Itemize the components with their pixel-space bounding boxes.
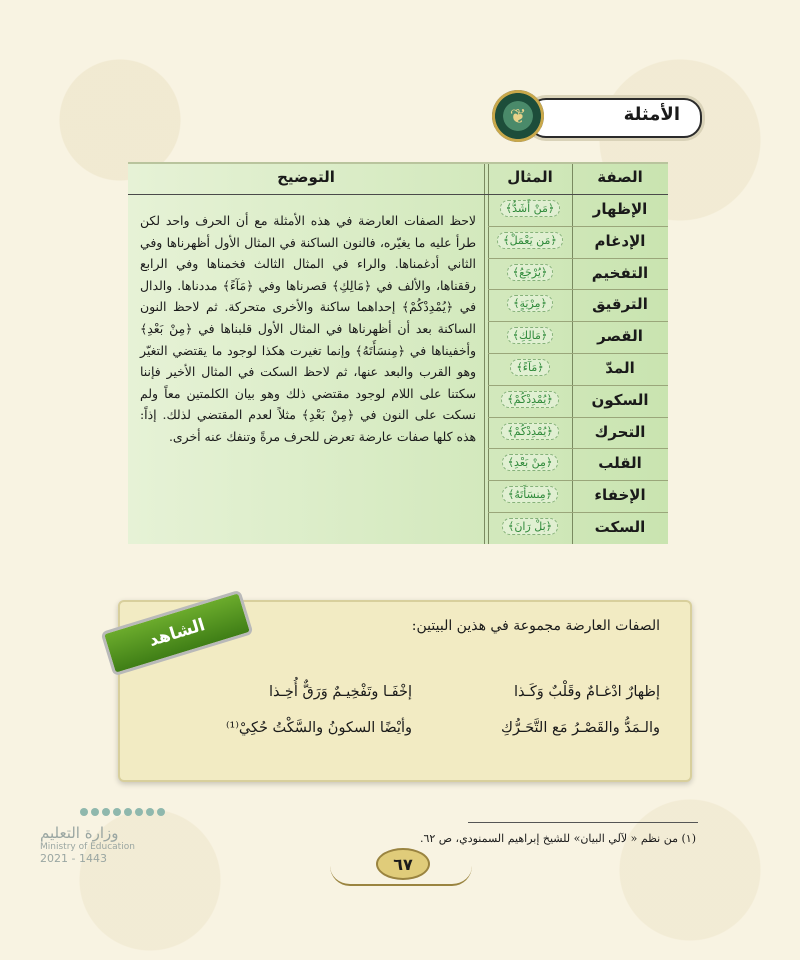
example-text: ﴿مَنْ أَشَدُّ﴾ xyxy=(500,200,561,217)
sifa-cell: الإخفاء xyxy=(594,486,646,505)
row-divider xyxy=(488,417,668,418)
ministry-logo xyxy=(40,808,150,865)
example-text: ﴿مَآءً﴾ xyxy=(510,359,549,376)
footnote: (١) من نظم « لآلي البيان» للشيخ إبراهيم السمنودي، ص ٦٢. xyxy=(419,832,696,845)
sifa-cell: السكون xyxy=(591,390,649,409)
example-cell xyxy=(488,202,572,215)
example-cell xyxy=(488,297,572,310)
example-text: ﴿يُمْدِدْكُمْ﴾ xyxy=(501,423,559,440)
row-divider xyxy=(488,353,668,354)
header-example: المثال xyxy=(507,168,553,186)
example-cell xyxy=(488,329,572,342)
verse-2-second-hemistich: وأيْضًا السكونُ والسَّكْتُ حُكِيْ⁽¹⁾ xyxy=(225,720,412,736)
row-divider xyxy=(488,321,668,322)
ornament-icon: ❦ xyxy=(492,90,544,142)
ministry-name-arabic: وزارة التعليم xyxy=(40,824,119,842)
example-cell xyxy=(488,234,572,247)
example-text: ﴿يُرْجَعُ﴾ xyxy=(507,264,554,281)
section-header xyxy=(492,90,702,142)
sifa-cell: الإظهار xyxy=(592,200,648,218)
sifa-cell: السكت xyxy=(594,518,646,536)
verse-1-first-hemistich: إظهارٌ ادْغـامٌ وقَلْبٌ وَكَـذا xyxy=(514,684,660,700)
row-divider xyxy=(488,512,668,513)
example-cell xyxy=(488,361,572,374)
header-divider xyxy=(128,194,668,195)
ministry-name-english: Ministry of Education xyxy=(40,842,135,852)
example-text: ﴿مِنسَأَتَهُ﴾ xyxy=(502,486,558,503)
header-sifa: الصفة xyxy=(597,168,643,186)
sifa-cell: الإدغام xyxy=(594,231,646,250)
verse-1-second-hemistich: إخْفَـا وتَفْخِيـمٌ وَرَقٌّ أُخِـذا xyxy=(269,684,412,700)
example-cell xyxy=(488,456,572,469)
example-cell xyxy=(488,488,572,501)
example-cell xyxy=(488,393,572,406)
sifa-cell: التفخيم xyxy=(591,263,649,282)
evidence-ribbon: الشاهد xyxy=(100,590,253,677)
header-explanation: التوضيح xyxy=(277,168,335,186)
example-text: ﴿يُمْدِدْكُمْ﴾ xyxy=(501,391,559,408)
row-divider xyxy=(488,226,668,227)
footnote-rule xyxy=(468,822,698,823)
example-text: ﴿مَالِكِ﴾ xyxy=(507,327,554,344)
example-text: ﴿بَلْ رَانَ﴾ xyxy=(502,518,558,535)
examples-table xyxy=(128,162,668,544)
ministry-year: 2021 - 1443 xyxy=(40,852,107,865)
sifa-cell: القلب xyxy=(598,454,642,473)
row-divider xyxy=(488,385,668,386)
row-divider xyxy=(488,480,668,481)
verse-2-first-hemistich: والـمَدُّ والقَصْـرُ مَع التَّحَـرُّكِ xyxy=(501,720,660,736)
sifa-cell: التحرك xyxy=(594,422,646,441)
column-divider xyxy=(488,164,489,544)
row-divider xyxy=(488,289,668,290)
page-number: ٦٧ xyxy=(376,848,430,880)
example-cell xyxy=(488,266,572,279)
sifa-cell: الترقيق xyxy=(592,295,648,314)
example-text: ﴿مِرْيَةٍ﴾ xyxy=(507,295,553,312)
logo-dots xyxy=(80,808,150,816)
evidence-intro: الصفات العارضة مجموعة في هذين البيتين: xyxy=(411,618,660,634)
sifa-cell: المدّ xyxy=(605,359,635,377)
example-cell xyxy=(488,425,572,438)
sifa-cell: القصر xyxy=(597,327,643,346)
row-divider xyxy=(488,448,668,449)
section-title: الأمثلة xyxy=(623,104,680,125)
column-divider xyxy=(484,164,485,544)
explanation-text: لاحظ الصفات العارضة في هذه الأمثلة مع أن الحرف واحد لكن طرأ عليه ما يغيّره، فالنون الساكنة في المثال الأول أظهرناها وفي الثاني أدغمناها. والراء في المثال الثالث فخمناها وفي الرابع رققناها، والألف في ﴿مَالِكِ﴾ قصرناها وفي ﴿مَآءً﴾ مددناها. والدال في ﴿يُمْدِدْكُمْ﴾ إحداهما ساكنة والأخرى متحركة. ثم لاحظ النون الساكنة بعد أن أظهرناها في المثال الأول قلبناها في ﴿مِنْ بَعْدِ﴾ وأخفيناها في ﴿مِنسَأَتَهُ﴾ وإنما تغيرت هكذا لوجود ما يقتضي التغيّر وهو القرب والبعد عنها، ثم لاحظ السكت في المثال الأخير فإننا سكتنا على اللام لوجود مقتضي ذلك وهو بيان الكلمتين معاً ولم نسكت على النون في ﴿مِنْ بَعْدِ﴾ مثلاً لعدم المقتضي لذلك. إذاً: هذه كلها صفات عارضة تعرض للحرف مرةً وتنفك عنه أخرى. xyxy=(140,213,476,444)
example-text: ﴿مِنْ بَعْدِ﴾ xyxy=(502,454,559,471)
row-divider xyxy=(488,258,668,259)
example-text: ﴿مَن يَعْمَلْ﴾ xyxy=(497,232,563,249)
example-cell xyxy=(488,520,572,533)
